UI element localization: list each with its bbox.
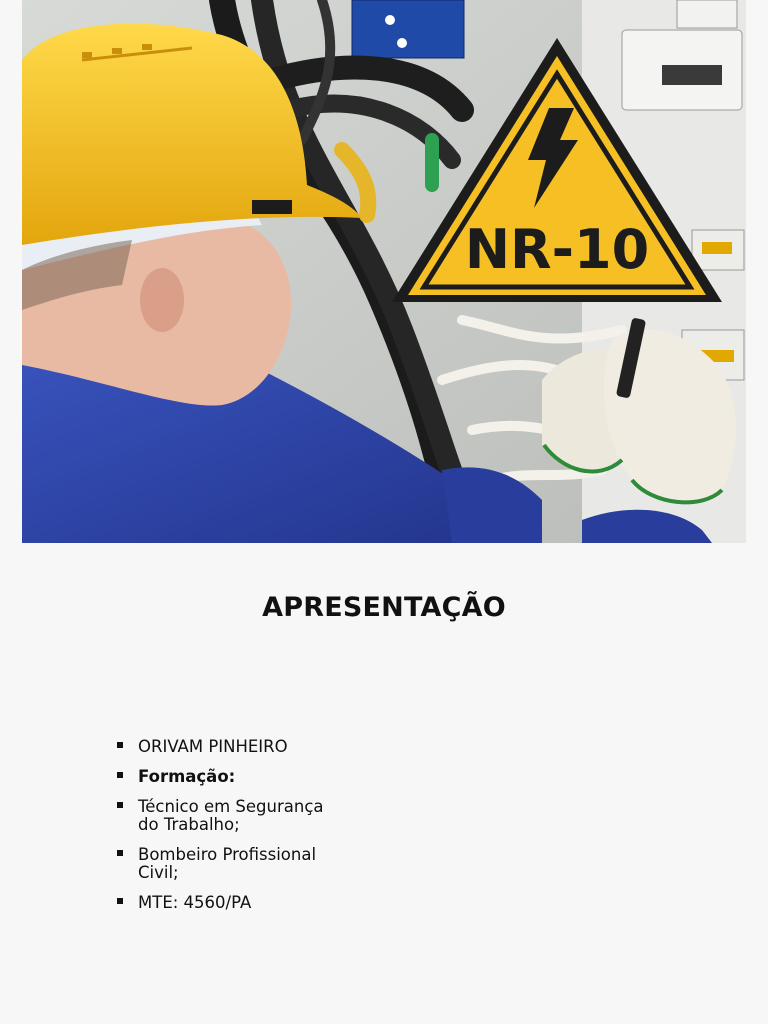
electrician-illustration [22,0,746,543]
bullet-item-tecnico: Técnico em Segurança do Trabalho; [116,798,326,834]
bullet-item-bombeiro: Bombeiro Profissional Civil; [116,846,326,882]
bullet-item-mte: MTE: 4560/PA [116,894,326,912]
sign-text: NR-10 [464,218,650,281]
bullet-item-name: ORIVAM PINHEIRO [116,738,326,756]
bullet-item-formacao: Formação: [116,768,326,786]
bullet-square-icon [117,802,123,808]
slide-title: APRESENTAÇÃO [262,592,506,623]
bullet-square-icon [117,898,123,904]
bullet-square-icon [117,772,123,778]
bullet-list [116,738,326,924]
bullet-square-icon [117,850,123,856]
hero-photo [22,0,746,543]
bullet-square-icon [117,742,123,748]
